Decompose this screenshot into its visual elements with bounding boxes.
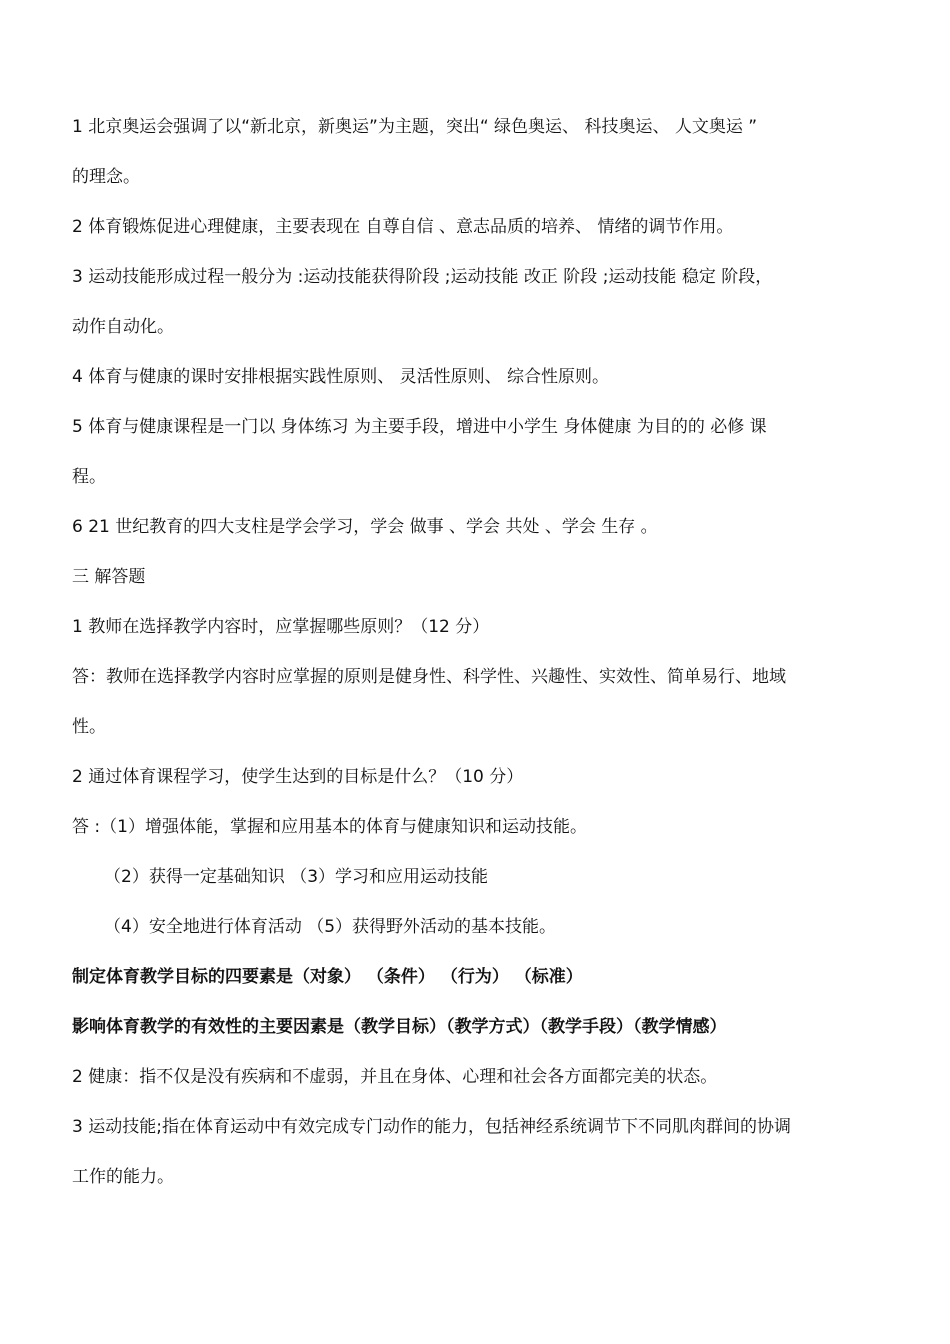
answer-1-cont: 性。	[72, 717, 106, 737]
fill-in-item-5: 5 体育与健康课程是一门以 身体练习 为主要手段，增进中小学生 身体健康 为目的的 必修 课	[72, 417, 767, 437]
definition-motor-skill-cont: 工作的能力。	[72, 1167, 174, 1187]
answer-2: 答 :（1）增强体能，掌握和应用基本的体育与健康知识和运动技能。	[72, 817, 587, 837]
answer-2-items-b: （4）安全地进行体育活动 （5）获得野外活动的基本技能。	[104, 917, 557, 937]
definition-motor-skill: 3 运动技能;指在体育运动中有效完成专门动作的能力，包括神经系统调节下不同肌肉群间的协调	[72, 1117, 791, 1137]
document-page	[72, 102, 880, 1202]
section-heading: 三 解答题	[72, 567, 146, 587]
fill-in-item-1: 1 北京奥运会强调了以“新北京，新奥运”为主题，突出“ 绿色奥运、 科技奥运、 人文奥运 ”	[72, 117, 758, 137]
fill-in-item-3: 3 运动技能形成过程一般分为 :运动技能获得阶段 ;运动技能 改正 阶段 ;运动技能 稳定 阶段，	[72, 267, 773, 287]
fill-in-item-6: 6 21 世纪教育的四大支柱是学会学习，学会 做事 、学会 共处 、学会 生存 。	[72, 517, 658, 537]
answer-2-items-a: （2）获得一定基础知识 （3）学习和应用运动技能	[104, 867, 489, 887]
fill-in-item-3-cont: 动作自动化。	[72, 317, 174, 337]
fill-in-item-5-cont: 程。	[72, 467, 106, 487]
fill-in-item-2: 2 体育锻炼促进心理健康，主要表现在 自尊自信 、意志品质的培养、 情绪的调节作用。	[72, 217, 734, 237]
fill-in-item-1-cont: 的理念。	[72, 167, 140, 187]
question-1: 1 教师在选择教学内容时，应掌握哪些原则？（12 分）	[72, 617, 490, 637]
answer-1: 答：教师在选择教学内容时应掌握的原则是健身性、科学性、兴趣性、实效性、简单易行、地域	[72, 667, 786, 687]
fill-in-item-4: 4 体育与健康的课时安排根据实践性原则、 灵活性原则、 综合性原则。	[72, 367, 610, 387]
bold-note-objectives: 制定体育教学目标的四要素是（对象） （条件） （行为） （标准）	[72, 967, 583, 987]
question-2: 2 通过体育课程学习，使学生达到的目标是什么？（10 分）	[72, 767, 524, 787]
bold-note-effectiveness: 影响体育教学的有效性的主要因素是（教学目标）（教学方式）（教学手段）（教学情感）	[72, 1017, 727, 1037]
definition-health: 2 健康：指不仅是没有疾病和不虚弱，并且在身体、心理和社会各方面都完美的状态。	[72, 1067, 718, 1087]
